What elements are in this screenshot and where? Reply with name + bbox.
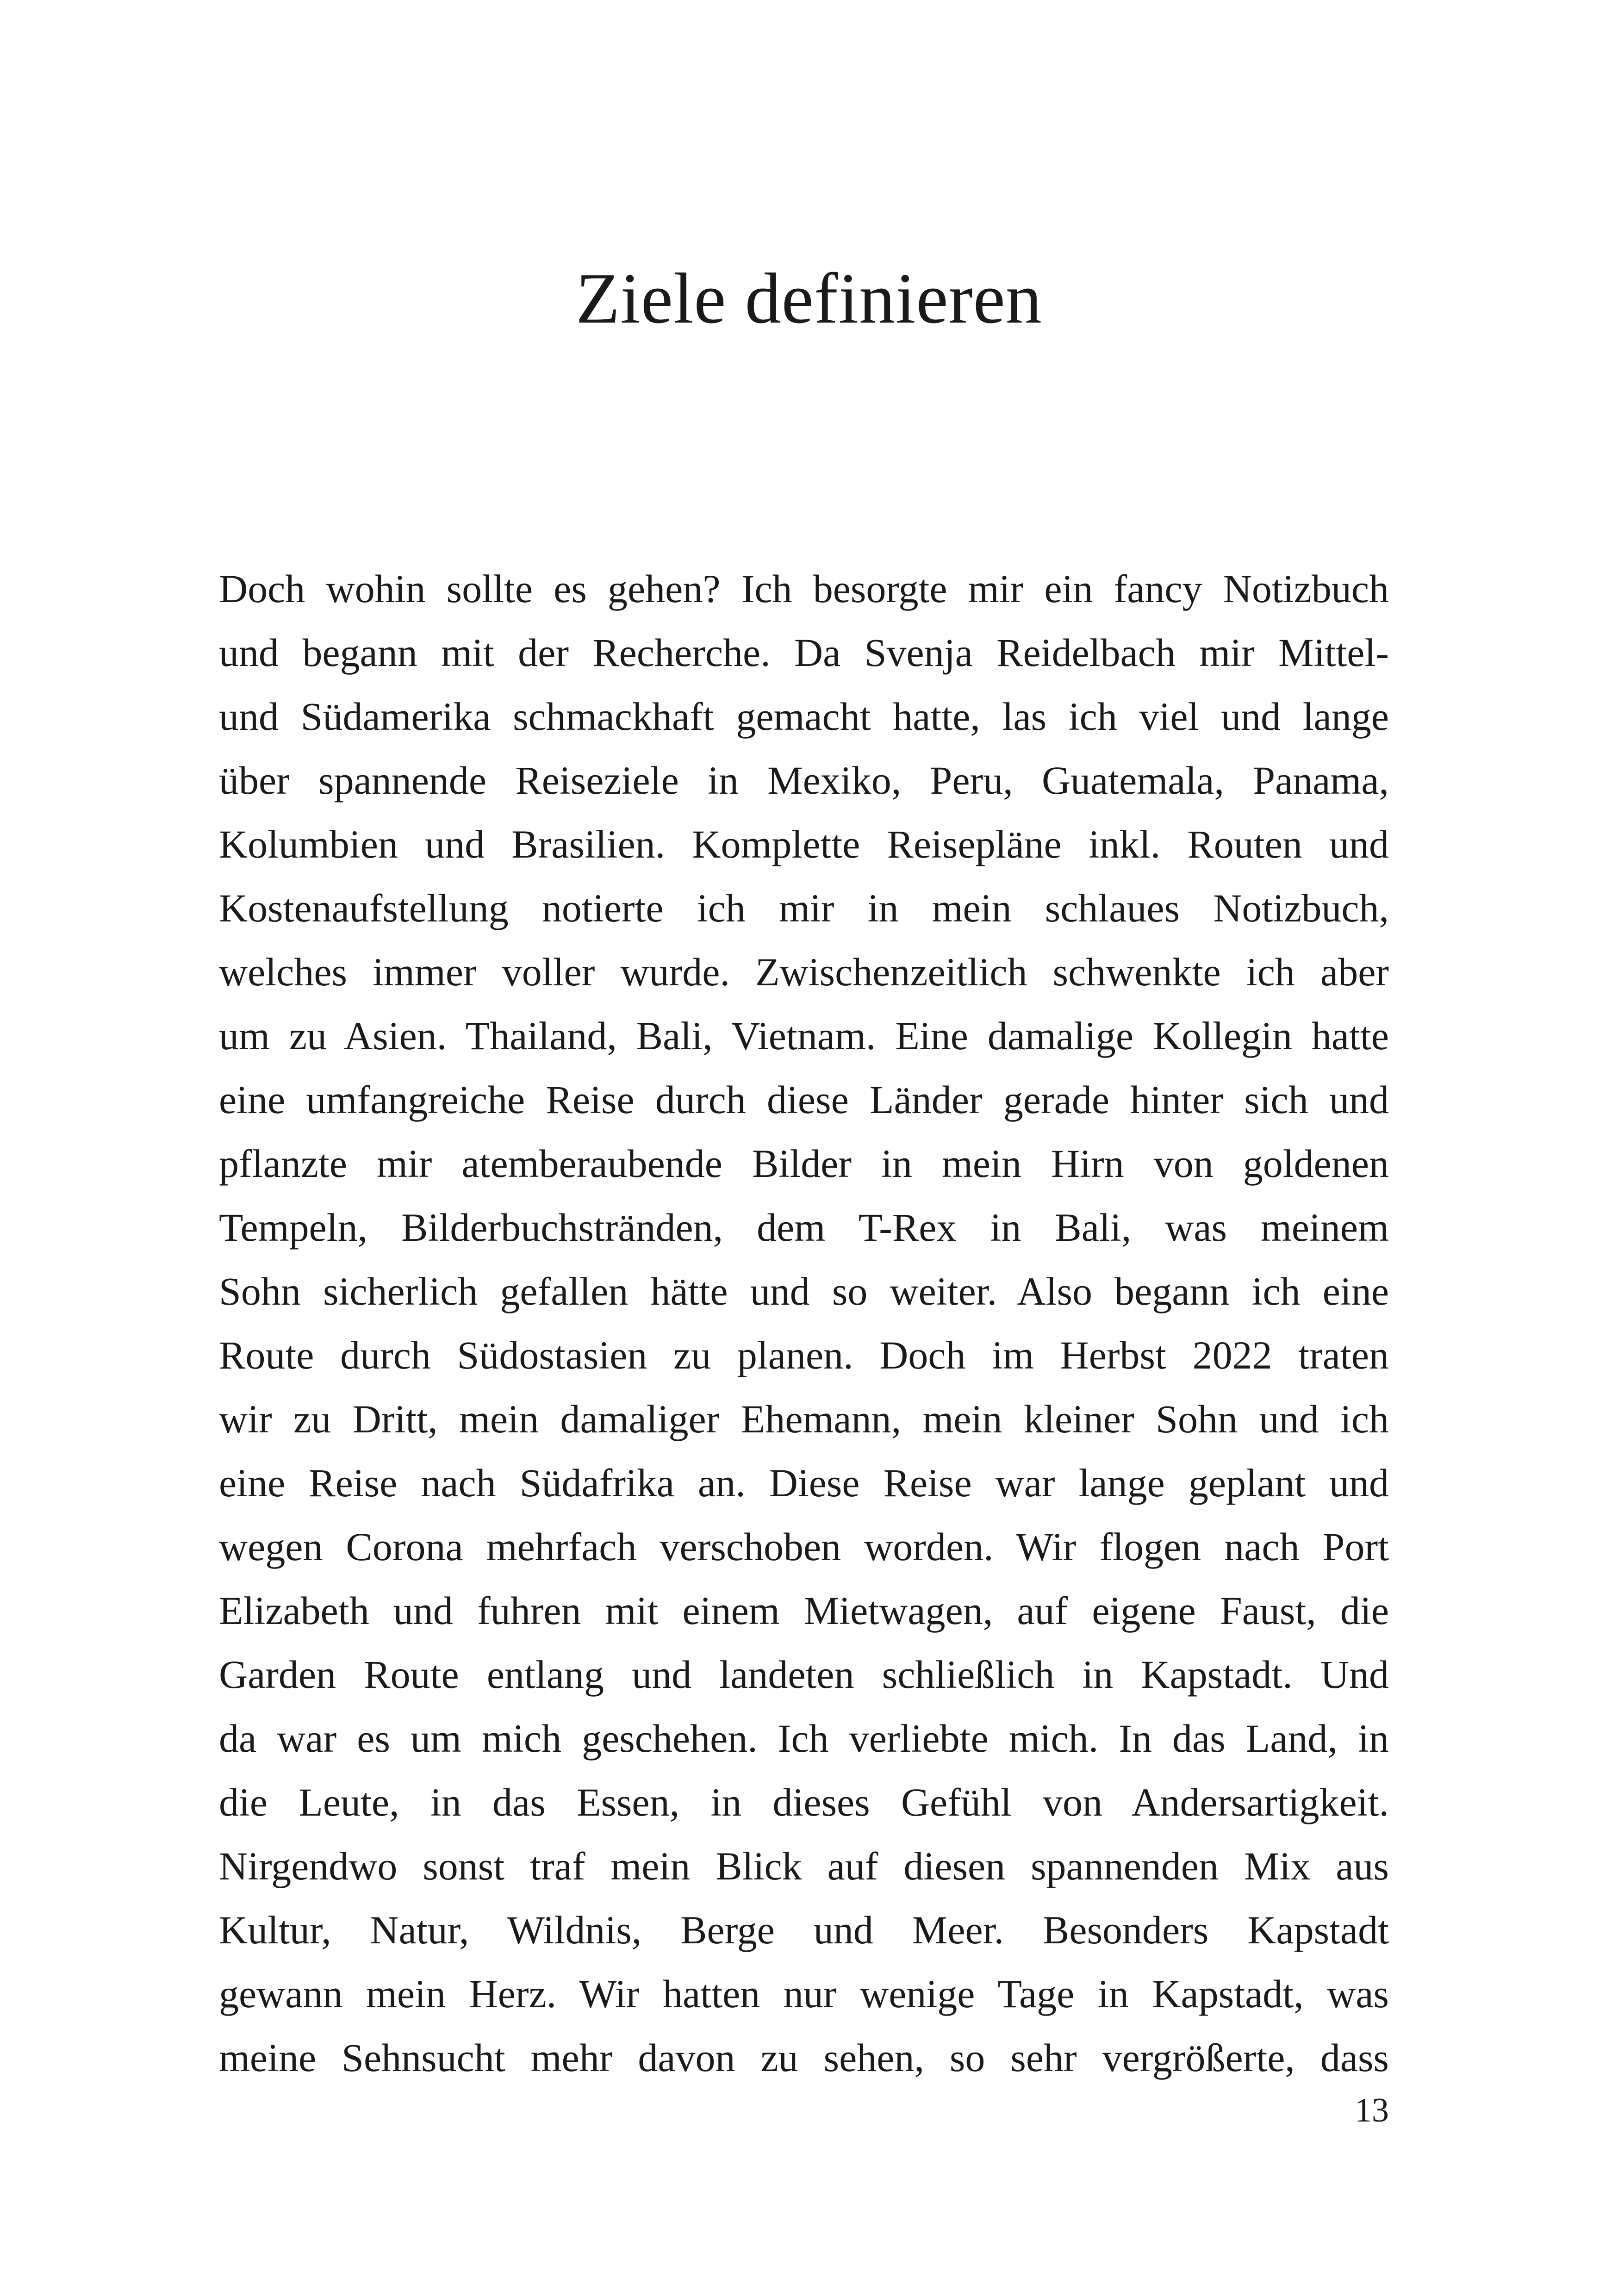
- chapter-title: Ziele definieren: [576, 258, 1042, 338]
- text-line: eine Reise nach Südafrika an. Diese Reise war lange geplant und: [219, 1461, 1389, 1505]
- text-line: Sohn sicherlich gefallen hätte und so weiter. Also begann ich eine: [219, 1269, 1389, 1313]
- text-line: die Leute, in das Essen, in dieses Gefühl von Andersartigkeit.: [219, 1780, 1389, 1824]
- text-line: Elizabeth und fuhren mit einem Mietwagen, auf eigene Faust, die: [219, 1588, 1389, 1633]
- text-line: Garden Route entlang und landeten schließlich in Kapstadt. Und: [219, 1652, 1389, 1697]
- text-line: Tempeln, Bilderbuchstränden, dem T-Rex in Bali, was meinem: [219, 1205, 1389, 1250]
- page-number: 13: [1355, 2091, 1389, 2129]
- text-line: über spannende Reiseziele in Mexiko, Peru, Guatemala, Panama,: [219, 758, 1389, 803]
- text-line: Nirgendwo sonst traf mein Blick auf diesen spannenden Mix aus: [219, 1844, 1389, 1888]
- text-line: um zu Asien. Thailand, Bali, Vietnam. Eine damalige Kollegin hatte: [219, 1014, 1389, 1058]
- text-line: Kostenaufstellung notierte ich mir in mein schlaues Notizbuch,: [219, 886, 1389, 930]
- text-line: und begann mit der Recherche. Da Svenja Reidelbach mir Mittel-: [219, 630, 1389, 675]
- text-line: wegen Corona mehrfach verschoben worden. Wir flogen nach Port: [219, 1524, 1389, 1569]
- text-line: eine umfangreiche Reise durch diese Länder gerade hinter sich und: [219, 1077, 1389, 1122]
- text-line: gewann mein Herz. Wir hatten nur wenige Tage in Kapstadt, was: [219, 1972, 1389, 2016]
- body-paragraph: [219, 557, 1389, 2090]
- text-line: Route durch Südostasien zu planen. Doch im Herbst 2022 traten: [219, 1333, 1389, 1377]
- text-line: Kultur, Natur, Wildnis, Berge und Meer. Besonders Kapstadt: [219, 1908, 1389, 1952]
- text-line: und Südamerika schmackhaft gemacht hatte, las ich viel und lange: [219, 694, 1389, 739]
- text-line: Kolumbien und Brasilien. Komplette Reisepläne inkl. Routen und: [219, 822, 1389, 866]
- text-line: pflanzte mir atemberaubende Bilder in mein Hirn von goldenen: [219, 1141, 1389, 1186]
- text-line: welches immer voller wurde. Zwischenzeitlich schwenkte ich aber: [219, 950, 1389, 994]
- text-line: da war es um mich geschehen. Ich verliebte mich. In das Land, in: [219, 1716, 1389, 1761]
- text-line: meine Sehnsucht mehr davon zu sehen, so sehr vergrößerte, dass: [219, 2035, 1389, 2080]
- text-line: wir zu Dritt, mein damaliger Ehemann, mein kleiner Sohn und ich: [219, 1397, 1389, 1441]
- text-line: Doch wohin sollte es gehen? Ich besorgte mir ein fancy Notizbuch: [219, 566, 1389, 611]
